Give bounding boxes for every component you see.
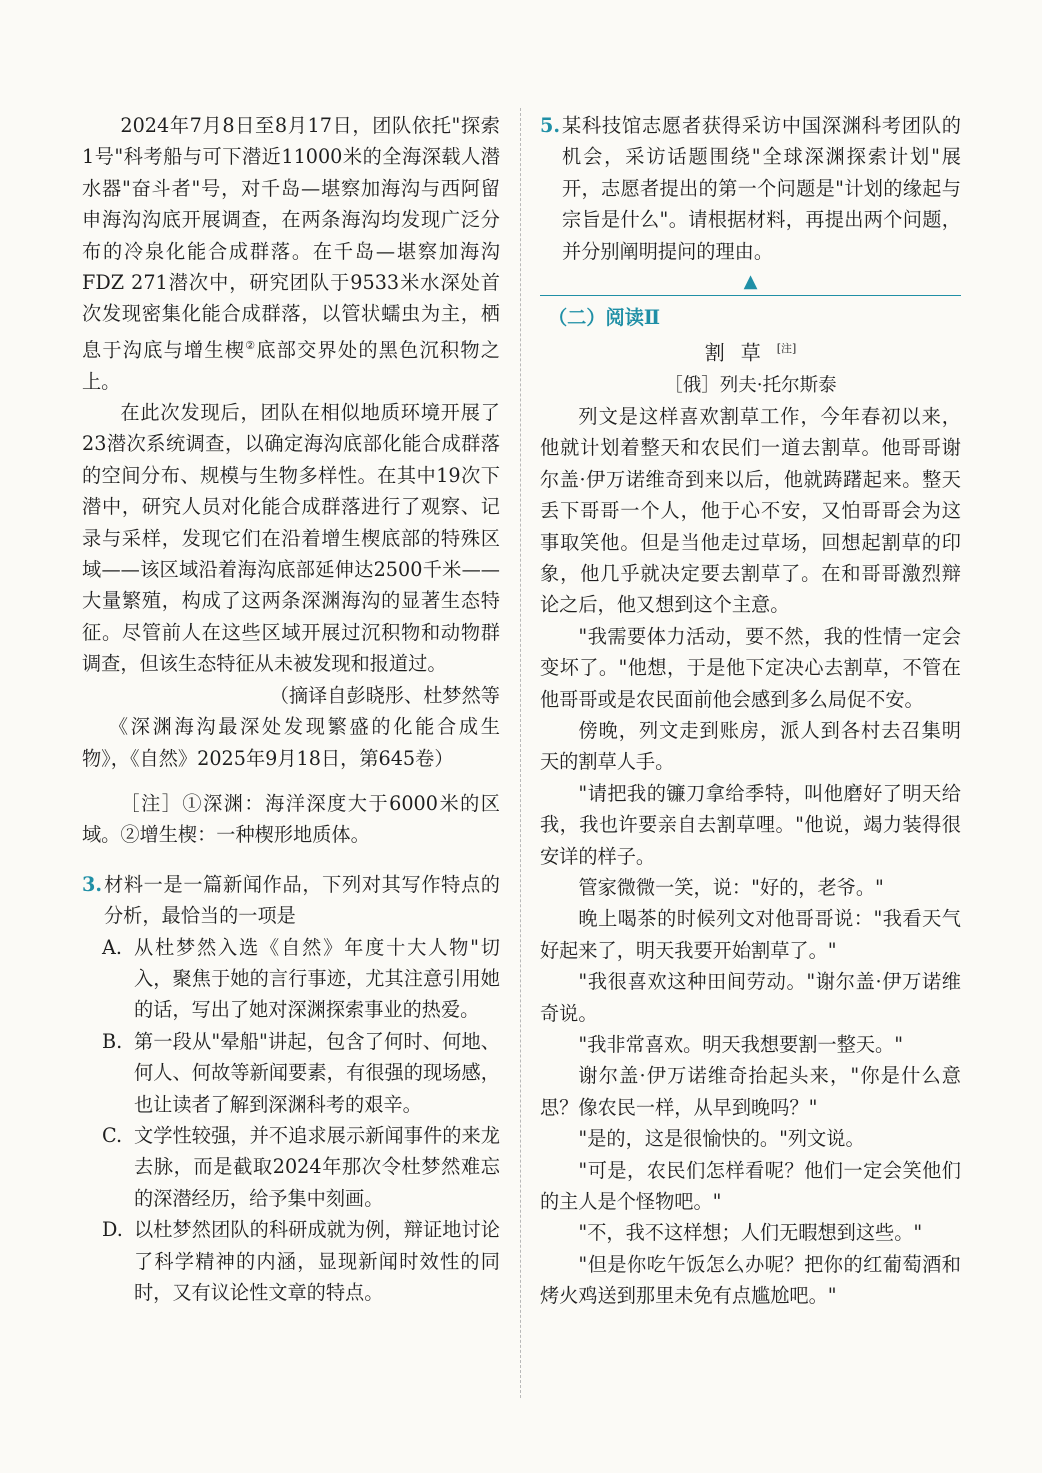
option-text: 从杜梦然入选《自然》年度十大人物"切入，聚焦于她的言行事迹，尤其注意引用她的话，写出了她对深渊探索事业的热爱。 — [134, 935, 500, 1022]
story-body — [540, 401, 961, 1312]
citation-line-1: （摘译自彭晓彤、杜梦然等 — [269, 683, 500, 707]
section-rule — [540, 295, 961, 296]
option-d[interactable] — [82, 1214, 500, 1308]
option-c[interactable] — [82, 1120, 500, 1214]
story-paragraph: "我需要体力活动，要不然，我的性情一定会变坏了。"他想，于是他下定决心去割草，不管在他哥哥或是农民面前他会感到多么局促不安。 — [540, 624, 961, 711]
option-text: 文学性较强，并不追求展示新闻事件的来龙去脉，而是截取2024年那次令杜梦然难忘的深潜经历，给予集中刻画。 — [134, 1123, 500, 1210]
question-stem: 材料一是一篇新闻作品，下列对其写作特点的分析，最恰当的一项是 — [104, 872, 500, 928]
footnote-mark: ② — [245, 338, 257, 352]
left-column — [82, 110, 500, 1308]
question-3 — [82, 869, 500, 932]
story-paragraph: 傍晚，列文走到账房，派人到各村去召集明天的割草人手。 — [540, 718, 961, 774]
paragraph-exploration: 2024年7月8日至8月17日，团队依托"探索1号"科考船与可下潜近11000米的全海深载人潜水器"奋斗者"号，对千岛—堪察加海沟与西阿留申海沟沟底开展调查，在两条海沟均发现广泛分布的冷泉化能合成群落。在千岛—堪察加海沟FDZ 271潜次中，研究团队于9533米水深处首次发现密集化能合成群落，以管状蠕虫为主，栖息于沟底与增生楔②底部交界处的黑色沉积物之上。 — [82, 114, 500, 393]
article-title: 割草[注] — [704, 341, 797, 366]
option-label: D. — [102, 1218, 123, 1242]
story-paragraph: "我很喜欢这种田间劳动。"谢尔盖·伊万诺维奇说。 — [540, 970, 961, 1025]
story-paragraph: "但是你吃午饭怎么办呢？把你的红葡萄酒和烤火鸡送到那里未免有点尴尬吧。" — [540, 1252, 961, 1308]
story-paragraph: "可是，农民们怎样看呢？他们一定会笑他们的主人是个怪物吧。" — [540, 1158, 961, 1214]
citation-line-2: 《深渊海沟最深处发现繁盛的化能合成生物》，《自然》2025年9月18日，第645卷） — [82, 715, 500, 770]
triangle-marker-icon: ▲ — [743, 271, 758, 293]
story-paragraph: 晚上喝茶的时候列文对他哥哥说："我看天气好起来了，明天我要开始割草了。" — [540, 907, 961, 962]
story-paragraph: "我非常喜欢。明天我想要割一整天。" — [578, 1033, 904, 1057]
option-label: C. — [102, 1123, 123, 1147]
column-divider — [520, 108, 521, 1398]
article-author: ［俄］列夫·托尔斯泰 — [664, 374, 837, 396]
option-label: B. — [102, 1029, 123, 1053]
section-heading: （二）阅读Ⅱ — [548, 306, 661, 330]
story-paragraph: 列文是这样喜欢割草工作，今年春初以来，他就计划着整天和农民们一道去割草。他哥哥谢尔盖·伊万诺维奇到来以后，他就踌躇起来。整天丢下哥哥一个人，他于心不安，又怕哥哥会为这事取笑他。但是当他走过草场，回想起割草的印象，他几乎就决定要去割草了。在和哥哥激烈辩论之后，他又想到这个主意。 — [540, 404, 961, 617]
question-number: 5. — [540, 114, 561, 137]
story-paragraph: "请把我的镰刀拿给季特，叫他磨好了明天给我，我也许要亲自去割草哩。"他说，竭力装得很安详的样子。 — [540, 781, 961, 868]
story-paragraph: 谢尔盖·伊万诺维奇抬起头来，"你是什么意思？像农民一样，从早到晚吗？" — [540, 1064, 961, 1119]
option-text: 以杜梦然团队的科研成就为例，辩证地讨论了科学精神的内涵，显现新闻时效性的同时，又有议论性文章的特点。 — [134, 1218, 500, 1305]
question-5 — [540, 110, 961, 267]
story-paragraph: "不，我不这样想；人们无暇想到这些。" — [578, 1221, 923, 1245]
story-paragraph: 管家微微一笑，说："好的，老爷。" — [578, 876, 884, 899]
option-a[interactable] — [82, 932, 500, 1026]
question-text: 某科技馆志愿者获得采访中国深渊科考团队的机会，采访话题围绕"全球深渊探索计划"展开，志愿者提出的第一个问题是"计划的缘起与宗旨是什么"。请根据材料，再提出两个问题，并分别阐明提问的理由。 — [562, 114, 961, 263]
story-paragraph: "是的，这是很愉快的。"列文说。 — [578, 1127, 865, 1151]
right-column — [540, 110, 961, 1312]
paragraph-survey: 在此次发现后，团队在相似地质环境开展了23潜次系统调查，以确定海沟底部化能合成群落的空间分布、规模与生物多样性。在其中19次下潜中，研究人员对化能合成群落进行了观察、记录与采样，发现它们在沿着增生楔底部的特殊区域——该区域沿着海沟底部延伸达2500千米——大量繁殖，构成了这两条深渊海沟的显著生态特征。尽管前人在这些区域开展过沉积物和动物群调查，但该生态特征从未被发现和报道过。 — [82, 401, 500, 676]
title-note: [注] — [776, 342, 797, 356]
option-text: 第一段从"晕船"讲起，包含了何时、何地、何人、何故等新闻要素，有很强的现场感，也让读者了解到深渊科考的艰辛。 — [134, 1029, 500, 1116]
question-number: 3. — [82, 872, 103, 896]
option-label: A. — [102, 935, 122, 959]
footnote: ［注］①深渊：海洋深度大于6000米的区域。②增生楔：一种楔形地质体。 — [82, 791, 500, 847]
option-b[interactable] — [82, 1026, 500, 1120]
